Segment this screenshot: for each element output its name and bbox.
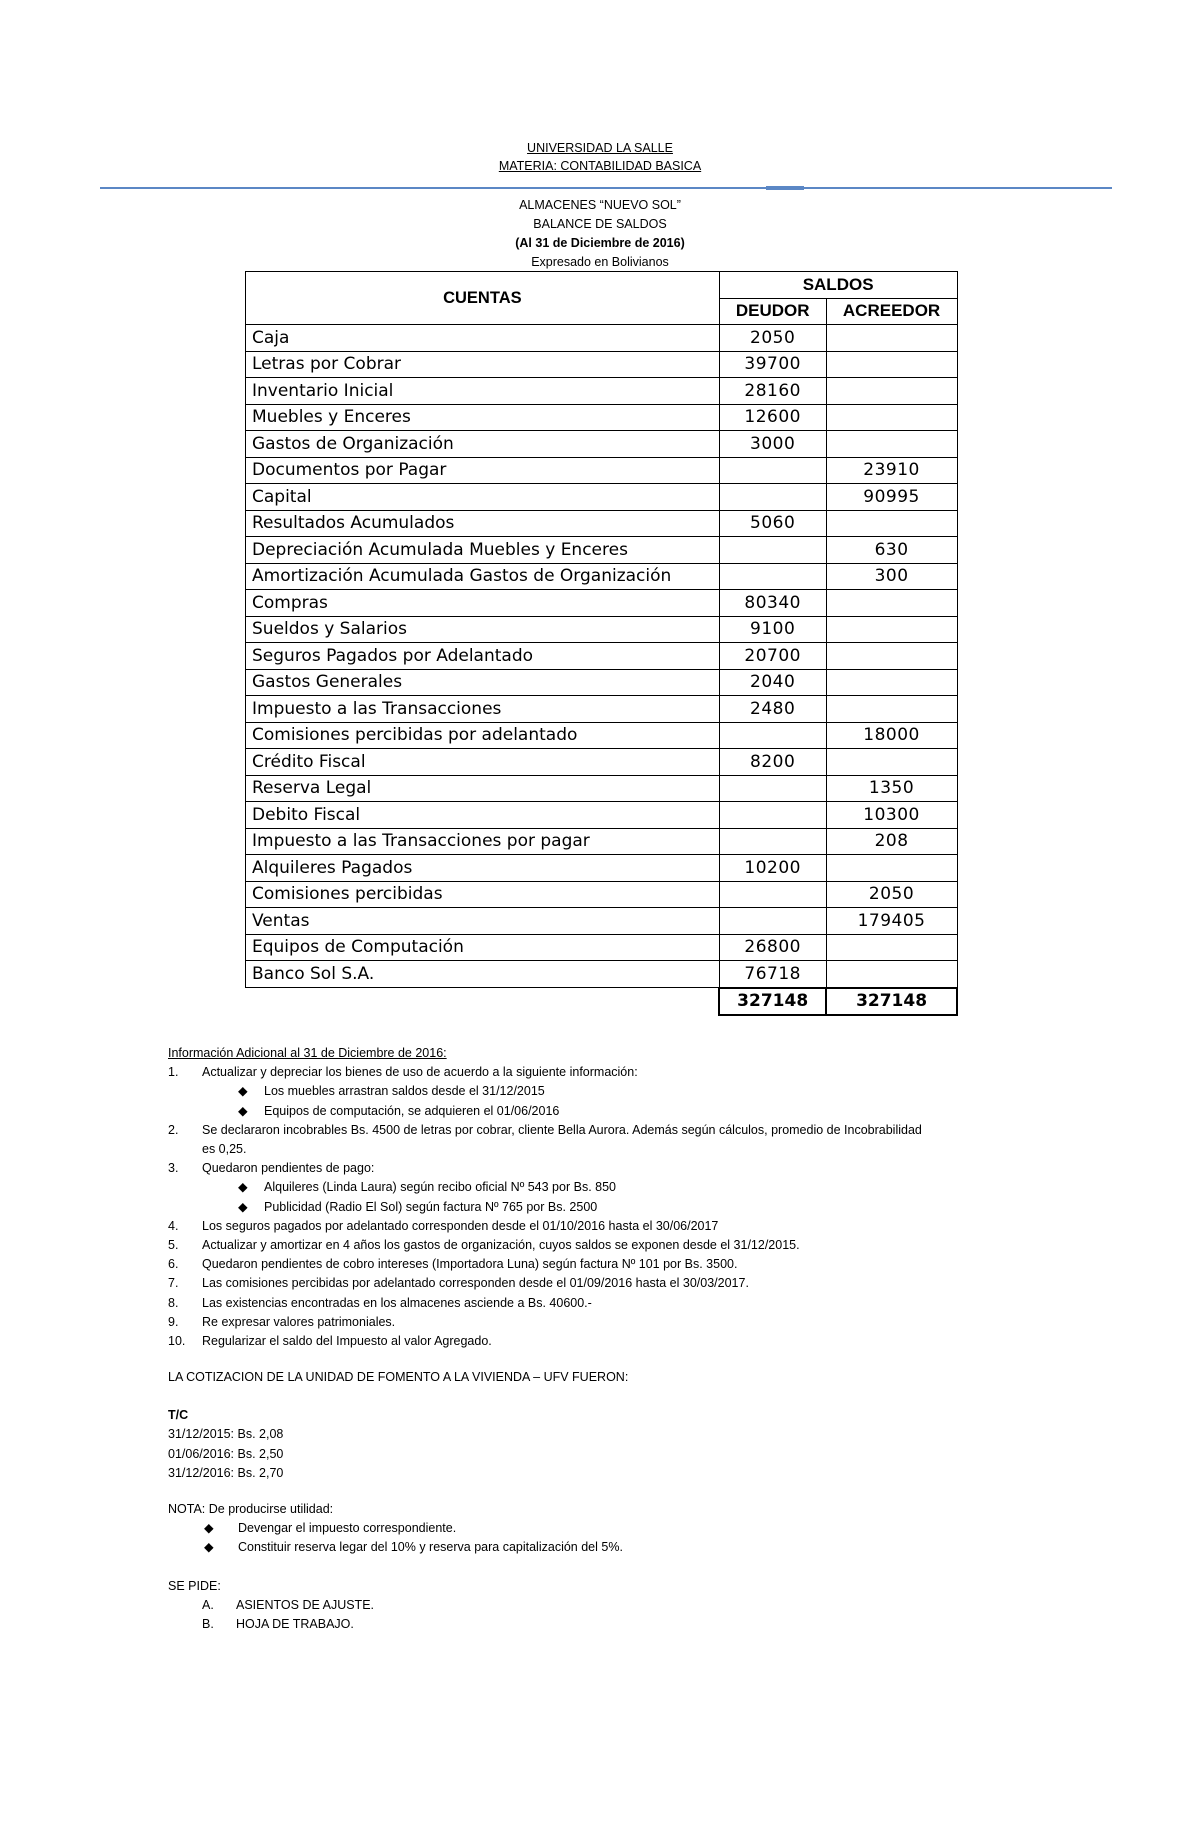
debit-value: 39700 (719, 351, 826, 378)
item-number: 4. (168, 1218, 179, 1233)
credit-value (826, 669, 957, 696)
account-name: Comisiones percibidas por adelantado (246, 722, 720, 749)
debit-value: 2050 (719, 325, 826, 352)
debit-value: 12600 (719, 404, 826, 431)
credit-value (826, 404, 957, 431)
debit-value: 20700 (719, 643, 826, 670)
subitem-text: Los muebles arrastran saldos desde el 31/12/2015 (264, 1084, 545, 1099)
table-row (246, 325, 958, 352)
bullet-icon: ◆ (238, 1180, 248, 1195)
item-number: 2. (168, 1122, 179, 1137)
account-name: Resultados Acumulados (246, 510, 720, 537)
subitem-text: Equipos de computación, se adquieren el 01/06/2016 (264, 1103, 560, 1118)
item-text: Las comisiones percibidas por adelantado corresponden desde el 01/09/2016 hasta el 30/03/2017. (202, 1276, 749, 1291)
item-number: 8. (168, 1295, 179, 1310)
account-name: Gastos Generales (246, 669, 720, 696)
debit-value: 26800 (719, 934, 826, 961)
account-name: Debito Fiscal (246, 802, 720, 829)
debit-value: 2040 (719, 669, 826, 696)
table-row (246, 749, 958, 776)
account-name: Compras (246, 590, 720, 617)
header-divider-accent (766, 186, 804, 190)
debit-value: 8200 (719, 749, 826, 776)
table-row (246, 961, 958, 988)
info-continuation (168, 1140, 1068, 1159)
account-name: Comisiones percibidas (246, 881, 720, 908)
debit-value: 28160 (719, 378, 826, 405)
ufv-line: 31/12/2016: Bs. 2,70 (168, 1465, 284, 1480)
debit-value (719, 802, 826, 829)
item-text: Se declararon incobrables Bs. 4500 de letras por cobrar, cliente Bella Aurora. Además según cálculos, promedio de Incobrabilidad (202, 1122, 922, 1137)
account-name: Gastos de Organización (246, 431, 720, 458)
report-currency: Expresado en Bolivianos (531, 255, 669, 269)
credit-value (826, 590, 957, 617)
debit-value: 10200 (719, 855, 826, 882)
nota-item: ◆ Devengar el impuesto correspondiente. (168, 1519, 623, 1538)
university-name: UNIVERSIDAD LA SALLE (527, 141, 673, 155)
credit-value (826, 855, 957, 882)
account-name: Caja (246, 325, 720, 352)
table-row (246, 934, 958, 961)
info-subitem (168, 1198, 1068, 1217)
debit-value (719, 563, 826, 590)
balance-table (245, 271, 958, 1016)
bullet-icon: ◆ (204, 1540, 214, 1555)
credit-value: 300 (826, 563, 957, 590)
header-saldos: SALDOS (719, 272, 957, 299)
pide-item: A. ASIENTOS DE AJUSTE. (202, 1598, 375, 1613)
table-row (246, 431, 958, 458)
account-name: Banco Sol S.A. (246, 961, 720, 988)
table-row (246, 908, 958, 935)
credit-value: 208 (826, 828, 957, 855)
debit-value: 9100 (719, 616, 826, 643)
credit-value (826, 510, 957, 537)
total-acreedor: 327148 (826, 988, 957, 1016)
credit-value: 179405 (826, 908, 957, 935)
info-item (168, 1159, 1068, 1178)
item-number: 9. (168, 1314, 179, 1329)
credit-value: 23910 (826, 457, 957, 484)
debit-value (719, 881, 826, 908)
report-date: (Al 31 de Diciembre de 2016) (515, 236, 685, 250)
item-text: Re expresar valores patrimoniales. (202, 1314, 396, 1329)
pide-section (168, 1577, 374, 1635)
credit-value: 90995 (826, 484, 957, 511)
table-row (246, 696, 958, 723)
debit-value (719, 484, 826, 511)
account-name: Documentos por Pagar (246, 457, 720, 484)
debit-value: 5060 (719, 510, 826, 537)
item-number: 3. (168, 1161, 179, 1176)
item-number: 6. (168, 1257, 179, 1272)
table-row (246, 881, 958, 908)
item-number: 1. (168, 1065, 179, 1080)
bullet-icon: ◆ (238, 1199, 248, 1214)
item-text: Quedaron pendientes de cobro intereses (Importadora Luna) según factura Nº 101 por Bs. 3500. (202, 1257, 738, 1272)
table-row (246, 484, 958, 511)
account-name: Amortización Acumulada Gastos de Organización (246, 563, 720, 590)
credit-value (826, 643, 957, 670)
table-row (246, 855, 958, 882)
debit-value (719, 537, 826, 564)
table-row (246, 510, 958, 537)
bullet-icon: ◆ (238, 1084, 248, 1099)
ufv-line: 31/12/2015: Bs. 2,08 (168, 1427, 284, 1442)
account-name: Seguros Pagados por Adelantado (246, 643, 720, 670)
item-text: Actualizar y depreciar los bienes de uso de acuerdo a la siguiente información: (202, 1065, 638, 1080)
debit-value (719, 775, 826, 802)
table-row (246, 828, 958, 855)
info-subitem (168, 1082, 1068, 1101)
credit-value: 2050 (826, 881, 957, 908)
credit-value (826, 961, 957, 988)
table-row (246, 643, 958, 670)
bullet-icon: ◆ (204, 1521, 214, 1536)
subject-name: MATERIA: CONTABILIDAD BASICA (498, 159, 702, 173)
info-subitem (168, 1102, 1068, 1121)
info-item (168, 1255, 1068, 1274)
table-row (246, 802, 958, 829)
item-text: Regularizar el saldo del Impuesto al valor Agregado. (202, 1334, 492, 1349)
credit-value: 630 (826, 537, 957, 564)
account-name: Crédito Fiscal (246, 749, 720, 776)
subitem-text: Publicidad (Radio El Sol) según factura Nº 765 por Bs. 2500 (264, 1199, 598, 1214)
item-number: 10. (168, 1334, 186, 1349)
account-name: Equipos de Computación (246, 934, 720, 961)
item-text: Quedaron pendientes de pago: (202, 1161, 375, 1176)
info-item (168, 1313, 1068, 1332)
nota-item: ◆ Constituir reserva legar del 10% y reserva para capitalización del 5%. (168, 1538, 623, 1557)
account-name: Reserva Legal (246, 775, 720, 802)
debit-value (719, 722, 826, 749)
ufv-section (168, 1368, 628, 1483)
table-row (246, 404, 958, 431)
table-row (246, 590, 958, 617)
info-item (168, 1063, 1068, 1082)
account-name: Impuesto a las Transacciones por pagar (246, 828, 720, 855)
subitem-text: Alquileres (Linda Laura) según recibo oficial Nº 543 por Bs. 850 (264, 1180, 616, 1195)
credit-value (826, 934, 957, 961)
header-divider (100, 187, 1112, 189)
item-number: 5. (168, 1238, 179, 1253)
account-name: Alquileres Pagados (246, 855, 720, 882)
table-row (246, 537, 958, 564)
info-item (168, 1121, 1068, 1140)
account-name: Depreciación Acumulada Muebles y Enceres (246, 537, 720, 564)
nota-section (168, 1500, 623, 1558)
credit-value: 1350 (826, 775, 957, 802)
account-name: Capital (246, 484, 720, 511)
debit-value: 76718 (719, 961, 826, 988)
credit-value: 10300 (826, 802, 957, 829)
credit-value: 18000 (826, 722, 957, 749)
account-name: Impuesto a las Transacciones (246, 696, 720, 723)
header-cuentas: CUENTAS (246, 272, 720, 325)
item-number: 7. (168, 1276, 179, 1291)
credit-value (826, 696, 957, 723)
table-row (246, 616, 958, 643)
account-name: Ventas (246, 908, 720, 935)
bullet-icon: ◆ (238, 1103, 248, 1118)
ufv-line: 01/06/2016: Bs. 2,50 (168, 1446, 284, 1461)
header-deudor: DEUDOR (719, 298, 826, 325)
table-row (246, 457, 958, 484)
table-row (246, 722, 958, 749)
account-name: Muebles y Enceres (246, 404, 720, 431)
credit-value (826, 378, 957, 405)
credit-value (826, 351, 957, 378)
header-acreedor: ACREEDOR (826, 298, 957, 325)
debit-value (719, 828, 826, 855)
table-row (246, 351, 958, 378)
info-item (168, 1294, 1068, 1313)
item-text: Las existencias encontradas en los almacenes asciende a Bs. 40600.- (202, 1295, 592, 1310)
credit-value (826, 431, 957, 458)
item-text: Actualizar y amortizar en 4 años los gastos de organización, cuyos saldos se exponen desde el 31/12/2015. (202, 1238, 800, 1253)
table-row (246, 669, 958, 696)
info-title: Información Adicional al 31 de Diciembre de 2016: (168, 1046, 447, 1060)
debit-value: 3000 (719, 431, 826, 458)
pide-item: B. HOJA DE TRABAJO. (202, 1617, 354, 1632)
credit-value (826, 616, 957, 643)
info-item (168, 1217, 1068, 1236)
info-item (168, 1236, 1068, 1255)
table-row (246, 563, 958, 590)
item-text: es 0,25. (202, 1142, 247, 1157)
debit-value: 80340 (719, 590, 826, 617)
credit-value (826, 749, 957, 776)
debit-value: 2480 (719, 696, 826, 723)
account-name: Sueldos y Salarios (246, 616, 720, 643)
info-item (168, 1274, 1068, 1293)
table-row (246, 378, 958, 405)
account-name: Inventario Inicial (246, 378, 720, 405)
ufv-title: LA COTIZACION DE LA UNIDAD DE FOMENTO A LA VIVIENDA – UFV FUERON: (168, 1370, 629, 1384)
additional-info (168, 1044, 1068, 1351)
report-title: BALANCE DE SALDOS (533, 217, 667, 231)
nota-title: NOTA: De producirse utilidad: (168, 1502, 334, 1516)
totals-row (246, 988, 958, 1016)
info-item (168, 1332, 1068, 1351)
pide-title: SE PIDE: (168, 1579, 221, 1593)
total-deudor: 327148 (719, 988, 826, 1016)
debit-value (719, 908, 826, 935)
table-row (246, 775, 958, 802)
item-text: Los seguros pagados por adelantado corresponden desde el 01/10/2016 hasta el 30/06/2017 (202, 1218, 719, 1233)
account-name: Letras por Cobrar (246, 351, 720, 378)
company-name: ALMACENES “NUEVO SOL” (519, 198, 681, 212)
debit-value (719, 457, 826, 484)
credit-value (826, 325, 957, 352)
info-subitem (168, 1178, 1068, 1197)
tc-label: T/C (168, 1408, 189, 1423)
